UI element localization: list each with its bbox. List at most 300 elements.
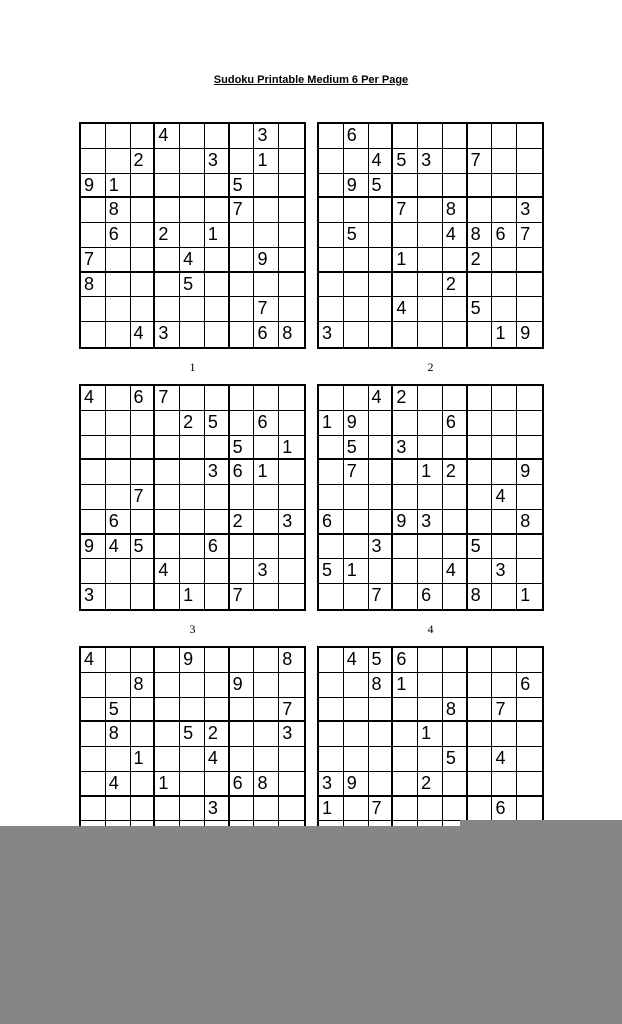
sudoku-grid xyxy=(79,384,306,611)
sudoku-cell xyxy=(468,747,493,772)
sudoku-cell xyxy=(131,248,156,273)
sudoku-cell xyxy=(319,248,344,273)
sudoku-cell: 5 xyxy=(468,297,493,322)
sudoku-cell xyxy=(418,386,443,411)
sudoku-cell xyxy=(81,797,106,822)
sudoku-cell: 6 xyxy=(131,386,156,411)
sudoku-cell xyxy=(418,559,443,584)
sudoku-cell xyxy=(393,772,418,797)
sudoku-cell xyxy=(418,535,443,560)
sudoku-cell xyxy=(393,411,418,436)
sudoku-cell: 3 xyxy=(254,559,279,584)
sudoku-cell: 5 xyxy=(468,535,493,560)
sudoku-cell xyxy=(131,297,156,322)
sudoku-cell: 1 xyxy=(418,722,443,747)
sudoku-cell: 6 xyxy=(492,797,517,822)
sudoku-cell xyxy=(230,535,255,560)
sudoku-cell xyxy=(319,485,344,510)
sudoku-cell xyxy=(279,747,304,772)
sudoku-cell xyxy=(468,386,493,411)
sudoku-cell xyxy=(230,149,255,174)
sudoku-cell xyxy=(418,797,443,822)
sudoku-cell: 4 xyxy=(81,648,106,673)
sudoku-cell xyxy=(205,510,230,535)
sudoku-cell: 1 xyxy=(205,223,230,248)
sudoku-cell xyxy=(369,485,394,510)
sudoku-cell xyxy=(254,698,279,723)
sudoku-cell xyxy=(492,386,517,411)
sudoku-cell: 3 xyxy=(393,436,418,461)
sudoku-cell xyxy=(106,248,131,273)
sudoku-cell xyxy=(418,198,443,223)
sudoku-cell xyxy=(468,198,493,223)
sudoku-cell xyxy=(468,648,493,673)
sudoku-cell: 2 xyxy=(443,460,468,485)
sudoku-cell xyxy=(393,223,418,248)
sudoku-cell xyxy=(443,510,468,535)
sudoku-cell xyxy=(205,386,230,411)
sudoku-cell: 3 xyxy=(81,584,106,609)
sudoku-cell: 2 xyxy=(443,273,468,298)
sudoku-cell xyxy=(230,386,255,411)
sudoku-cell xyxy=(254,386,279,411)
sudoku-cell xyxy=(393,124,418,149)
sudoku-cell: 6 xyxy=(230,460,255,485)
sudoku-puzzle-2 xyxy=(317,122,544,349)
sudoku-cell xyxy=(81,722,106,747)
sudoku-cell xyxy=(106,584,131,609)
sudoku-cell xyxy=(81,673,106,698)
sudoku-cell: 2 xyxy=(155,223,180,248)
sudoku-cell xyxy=(319,149,344,174)
sudoku-cell xyxy=(106,273,131,298)
sudoku-cell xyxy=(279,584,304,609)
sudoku-cell xyxy=(180,510,205,535)
sudoku-cell xyxy=(205,584,230,609)
sudoku-cell xyxy=(106,436,131,461)
sudoku-cell: 9 xyxy=(517,460,542,485)
sudoku-cell xyxy=(344,584,369,609)
sudoku-cell xyxy=(492,673,517,698)
sudoku-cell xyxy=(81,223,106,248)
sudoku-cell xyxy=(443,797,468,822)
sudoku-cell xyxy=(254,198,279,223)
sudoku-cell xyxy=(517,797,542,822)
sudoku-cell xyxy=(106,648,131,673)
sudoku-cell: 8 xyxy=(282,323,293,344)
sudoku-cell: 3 xyxy=(319,772,344,797)
sudoku-cell xyxy=(205,559,230,584)
sudoku-cell: 3 xyxy=(205,797,230,822)
sudoku-cell xyxy=(131,460,156,485)
sudoku-cell: 7 xyxy=(468,149,493,174)
sudoku-cell: 5 xyxy=(106,698,131,723)
sudoku-cell xyxy=(205,198,230,223)
sudoku-cell xyxy=(443,174,468,199)
sudoku-cell: 1 xyxy=(279,436,304,461)
sudoku-cell xyxy=(393,273,418,298)
sudoku-cell: 8 xyxy=(279,648,304,673)
sudoku-cell: 9 xyxy=(520,323,531,344)
sudoku-cell: 6 xyxy=(254,322,279,347)
sudoku-cell xyxy=(369,124,394,149)
sudoku-cell xyxy=(393,485,418,510)
puzzle-number: 4 xyxy=(427,622,434,636)
sudoku-cell xyxy=(344,797,369,822)
sudoku-cell: 7 xyxy=(155,386,180,411)
sudoku-cell xyxy=(443,149,468,174)
sudoku-cell xyxy=(205,124,230,149)
sudoku-cell xyxy=(254,223,279,248)
sudoku-cell xyxy=(517,149,542,174)
sudoku-cell: 4 xyxy=(344,648,369,673)
sudoku-cell xyxy=(344,673,369,698)
sudoku-cell xyxy=(369,198,394,223)
sudoku-cell xyxy=(319,648,344,673)
sudoku-cell: 1 xyxy=(393,673,418,698)
sudoku-cell xyxy=(344,386,369,411)
sudoku-cell xyxy=(180,797,205,822)
sudoku-cell: 6 xyxy=(106,223,131,248)
sudoku-cell xyxy=(230,722,255,747)
sudoku-cell xyxy=(230,297,255,322)
sudoku-cell xyxy=(106,149,131,174)
sudoku-cell: 8 xyxy=(254,772,279,797)
sudoku-cell xyxy=(443,124,468,149)
sudoku-cell: 5 xyxy=(369,174,394,199)
sudoku-cell xyxy=(131,273,156,298)
sudoku-cell xyxy=(492,510,517,535)
sudoku-cell xyxy=(180,535,205,560)
sudoku-cell xyxy=(319,584,344,609)
sudoku-cell xyxy=(279,673,304,698)
sudoku-cell xyxy=(279,772,304,797)
sudoku-cell: 3 xyxy=(319,322,344,347)
sudoku-cell: 4 xyxy=(443,559,468,584)
sudoku-cell: 3 xyxy=(279,722,304,747)
sudoku-cell xyxy=(106,297,131,322)
sudoku-cell xyxy=(106,747,131,772)
sudoku-cell: 8 xyxy=(468,584,493,609)
sudoku-cell xyxy=(369,223,394,248)
puzzle-number: 3 xyxy=(189,622,196,636)
sudoku-cell xyxy=(106,322,131,347)
sudoku-cell: 4 xyxy=(155,124,180,149)
sudoku-cell xyxy=(369,747,394,772)
sudoku-cell xyxy=(319,297,344,322)
sudoku-cell: 7 xyxy=(344,460,369,485)
sudoku-cell xyxy=(418,297,443,322)
sudoku-cell: 2 xyxy=(205,722,230,747)
sudoku-cell: 5 xyxy=(205,411,230,436)
sudoku-cell xyxy=(254,722,279,747)
sudoku-cell xyxy=(369,273,394,298)
sudoku-cell xyxy=(180,673,205,698)
sudoku-cell xyxy=(492,124,517,149)
sudoku-cell: 1 xyxy=(319,797,344,822)
sudoku-cell: 7 xyxy=(369,797,394,822)
sudoku-cell: 3 xyxy=(418,149,443,174)
sudoku-cell xyxy=(443,297,468,322)
sudoku-cell xyxy=(393,584,418,609)
sudoku-cell: 5 xyxy=(180,273,205,298)
sudoku-cell: 5 xyxy=(180,722,205,747)
sudoku-cell xyxy=(180,559,205,584)
sudoku-cell xyxy=(279,248,304,273)
sudoku-cell xyxy=(180,322,205,347)
sudoku-cell: 6 xyxy=(230,772,255,797)
sudoku-cell xyxy=(418,747,443,772)
sudoku-cell xyxy=(131,772,156,797)
sudoku-cell xyxy=(492,248,517,273)
sudoku-cell: 6 xyxy=(254,411,279,436)
sudoku-cell: 1 xyxy=(131,747,156,772)
sudoku-cell xyxy=(492,174,517,199)
sudoku-cell: 7 xyxy=(254,297,279,322)
puzzle-number: 2 xyxy=(427,360,434,374)
sudoku-cell: 6 xyxy=(418,584,443,609)
sudoku-grid xyxy=(317,384,544,611)
sudoku-cell xyxy=(393,174,418,199)
sudoku-cell xyxy=(468,124,493,149)
sudoku-cell xyxy=(81,297,106,322)
sudoku-cell xyxy=(369,722,394,747)
sudoku-cell xyxy=(443,673,468,698)
sudoku-cell: 5 xyxy=(443,747,468,772)
sudoku-cell xyxy=(254,535,279,560)
sudoku-cell: 3 xyxy=(279,510,304,535)
sudoku-cell xyxy=(468,322,493,347)
sudoku-cell: 2 xyxy=(230,510,255,535)
sudoku-cell: 9 xyxy=(180,648,205,673)
sudoku-cell xyxy=(492,198,517,223)
sudoku-cell xyxy=(205,273,230,298)
sudoku-cell xyxy=(106,386,131,411)
sudoku-cell: 5 xyxy=(230,174,255,199)
sudoku-cell xyxy=(155,174,180,199)
sudoku-cell xyxy=(517,386,542,411)
sudoku-cell xyxy=(319,386,344,411)
sudoku-cell xyxy=(155,297,180,322)
sudoku-cell: 6 xyxy=(517,673,542,698)
sudoku-cell xyxy=(254,436,279,461)
sudoku-cell xyxy=(393,722,418,747)
sudoku-cell xyxy=(155,535,180,560)
sudoku-puzzle-3 xyxy=(79,384,306,611)
sudoku-cell xyxy=(319,747,344,772)
sudoku-cell xyxy=(279,297,304,322)
sudoku-cell xyxy=(492,436,517,461)
sudoku-cell xyxy=(443,436,468,461)
sudoku-cell xyxy=(492,584,517,609)
sudoku-cell xyxy=(369,460,394,485)
sudoku-cell xyxy=(468,460,493,485)
sudoku-cell xyxy=(180,747,205,772)
sudoku-cell xyxy=(279,273,304,298)
sudoku-cell: 2 xyxy=(418,772,443,797)
sudoku-cell xyxy=(393,698,418,723)
sudoku-cell: 9 xyxy=(344,411,369,436)
sudoku-cell: 9 xyxy=(81,535,106,560)
sudoku-cell: 7 xyxy=(81,248,106,273)
sudoku-cell: 3 xyxy=(418,510,443,535)
sudoku-cell: 4 xyxy=(369,149,394,174)
sudoku-cell: 4 xyxy=(81,386,106,411)
sudoku-cell xyxy=(517,698,542,723)
sudoku-cell: 8 xyxy=(131,673,156,698)
sudoku-cell xyxy=(468,510,493,535)
sudoku-cell: 6 xyxy=(319,510,344,535)
sudoku-cell xyxy=(517,436,542,461)
sudoku-cell xyxy=(131,124,156,149)
sudoku-cell xyxy=(180,198,205,223)
sudoku-cell xyxy=(81,149,106,174)
sudoku-cell xyxy=(418,648,443,673)
sudoku-cell: 1 xyxy=(418,460,443,485)
sudoku-cell xyxy=(254,174,279,199)
sudoku-cell xyxy=(468,797,493,822)
sudoku-cell xyxy=(155,584,180,609)
sudoku-cell xyxy=(230,747,255,772)
sudoku-cell xyxy=(254,485,279,510)
sudoku-cell xyxy=(517,648,542,673)
sudoku-cell xyxy=(81,411,106,436)
sudoku-cell xyxy=(319,198,344,223)
sudoku-cell xyxy=(205,673,230,698)
sudoku-cell xyxy=(131,722,156,747)
sudoku-cell xyxy=(517,411,542,436)
sudoku-cell xyxy=(106,460,131,485)
sudoku-cell xyxy=(492,149,517,174)
sudoku-cell xyxy=(205,772,230,797)
sudoku-cell xyxy=(344,535,369,560)
sudoku-cell xyxy=(155,722,180,747)
sudoku-cell xyxy=(230,485,255,510)
sudoku-cell: 9 xyxy=(344,772,369,797)
sudoku-cell: 6 xyxy=(443,411,468,436)
sudoku-cell xyxy=(155,673,180,698)
sudoku-cell xyxy=(468,559,493,584)
sudoku-cell xyxy=(131,411,156,436)
sudoku-cell: 4 xyxy=(443,223,468,248)
sudoku-cell: 4 xyxy=(393,297,418,322)
sudoku-cell xyxy=(517,722,542,747)
sudoku-cell xyxy=(279,386,304,411)
sudoku-cell xyxy=(418,124,443,149)
sudoku-cell: 5 xyxy=(344,436,369,461)
sudoku-cell xyxy=(254,584,279,609)
sudoku-cell: 4 xyxy=(205,747,230,772)
sudoku-cell xyxy=(369,510,394,535)
sudoku-cell xyxy=(230,411,255,436)
sudoku-cell xyxy=(517,297,542,322)
sudoku-cell xyxy=(279,485,304,510)
sudoku-cell xyxy=(393,535,418,560)
sudoku-cell xyxy=(279,535,304,560)
sudoku-cell xyxy=(517,248,542,273)
sudoku-cell xyxy=(393,559,418,584)
sudoku-cell xyxy=(180,124,205,149)
sudoku-cell: 7 xyxy=(230,584,255,609)
sudoku-cell xyxy=(517,559,542,584)
sudoku-cell: 5 xyxy=(230,436,255,461)
sudoku-cell xyxy=(369,436,394,461)
sudoku-cell xyxy=(205,248,230,273)
sudoku-cell xyxy=(155,648,180,673)
sudoku-cell xyxy=(492,297,517,322)
sudoku-cell xyxy=(254,797,279,822)
sudoku-cell xyxy=(106,124,131,149)
sudoku-cell xyxy=(468,273,493,298)
sudoku-cell: 1 xyxy=(254,460,279,485)
sudoku-cell: 7 xyxy=(230,198,255,223)
sudoku-cell xyxy=(81,485,106,510)
sudoku-cell xyxy=(443,648,468,673)
sudoku-cell: 8 xyxy=(443,198,468,223)
sudoku-cell xyxy=(180,460,205,485)
sudoku-cell xyxy=(468,174,493,199)
sudoku-cell xyxy=(155,436,180,461)
sudoku-cell xyxy=(205,698,230,723)
sudoku-cell xyxy=(205,174,230,199)
sudoku-cell xyxy=(319,174,344,199)
sudoku-cell: 6 xyxy=(393,648,418,673)
sudoku-cell xyxy=(468,673,493,698)
sudoku-cell xyxy=(155,198,180,223)
sudoku-cell xyxy=(155,460,180,485)
sudoku-cell xyxy=(418,673,443,698)
sudoku-cell xyxy=(369,411,394,436)
sudoku-cell xyxy=(319,673,344,698)
sudoku-cell xyxy=(131,584,156,609)
sudoku-cell: 5 xyxy=(131,535,156,560)
sudoku-cell: 8 xyxy=(517,510,542,535)
sudoku-cell: 4 xyxy=(180,248,205,273)
sudoku-cell xyxy=(468,436,493,461)
sudoku-cell xyxy=(230,797,255,822)
sudoku-cell xyxy=(344,722,369,747)
sudoku-cell xyxy=(106,559,131,584)
sudoku-cell xyxy=(319,223,344,248)
sudoku-grid xyxy=(79,122,306,349)
sudoku-cell: 9 xyxy=(344,174,369,199)
sudoku-cell xyxy=(492,772,517,797)
sudoku-cell xyxy=(230,273,255,298)
sudoku-cell xyxy=(180,485,205,510)
sudoku-cell xyxy=(393,797,418,822)
sudoku-cell: 5 xyxy=(319,559,344,584)
sudoku-cell xyxy=(517,174,542,199)
sudoku-cell: 9 xyxy=(254,248,279,273)
sudoku-cell xyxy=(230,223,255,248)
sudoku-cell: 4 xyxy=(492,485,517,510)
sudoku-cell xyxy=(517,747,542,772)
sudoku-cell xyxy=(131,510,156,535)
sudoku-cell xyxy=(468,411,493,436)
sudoku-cell: 8 xyxy=(106,722,131,747)
sudoku-cell xyxy=(344,297,369,322)
sudoku-cell xyxy=(369,772,394,797)
sudoku-cell xyxy=(81,747,106,772)
sudoku-cell xyxy=(517,485,542,510)
sudoku-cell: 7 xyxy=(279,698,304,723)
sudoku-cell xyxy=(230,248,255,273)
sudoku-cell xyxy=(279,174,304,199)
sudoku-cell xyxy=(155,698,180,723)
sudoku-cell xyxy=(319,273,344,298)
sudoku-cell: 3 xyxy=(205,149,230,174)
sudoku-cell: 1 xyxy=(319,411,344,436)
